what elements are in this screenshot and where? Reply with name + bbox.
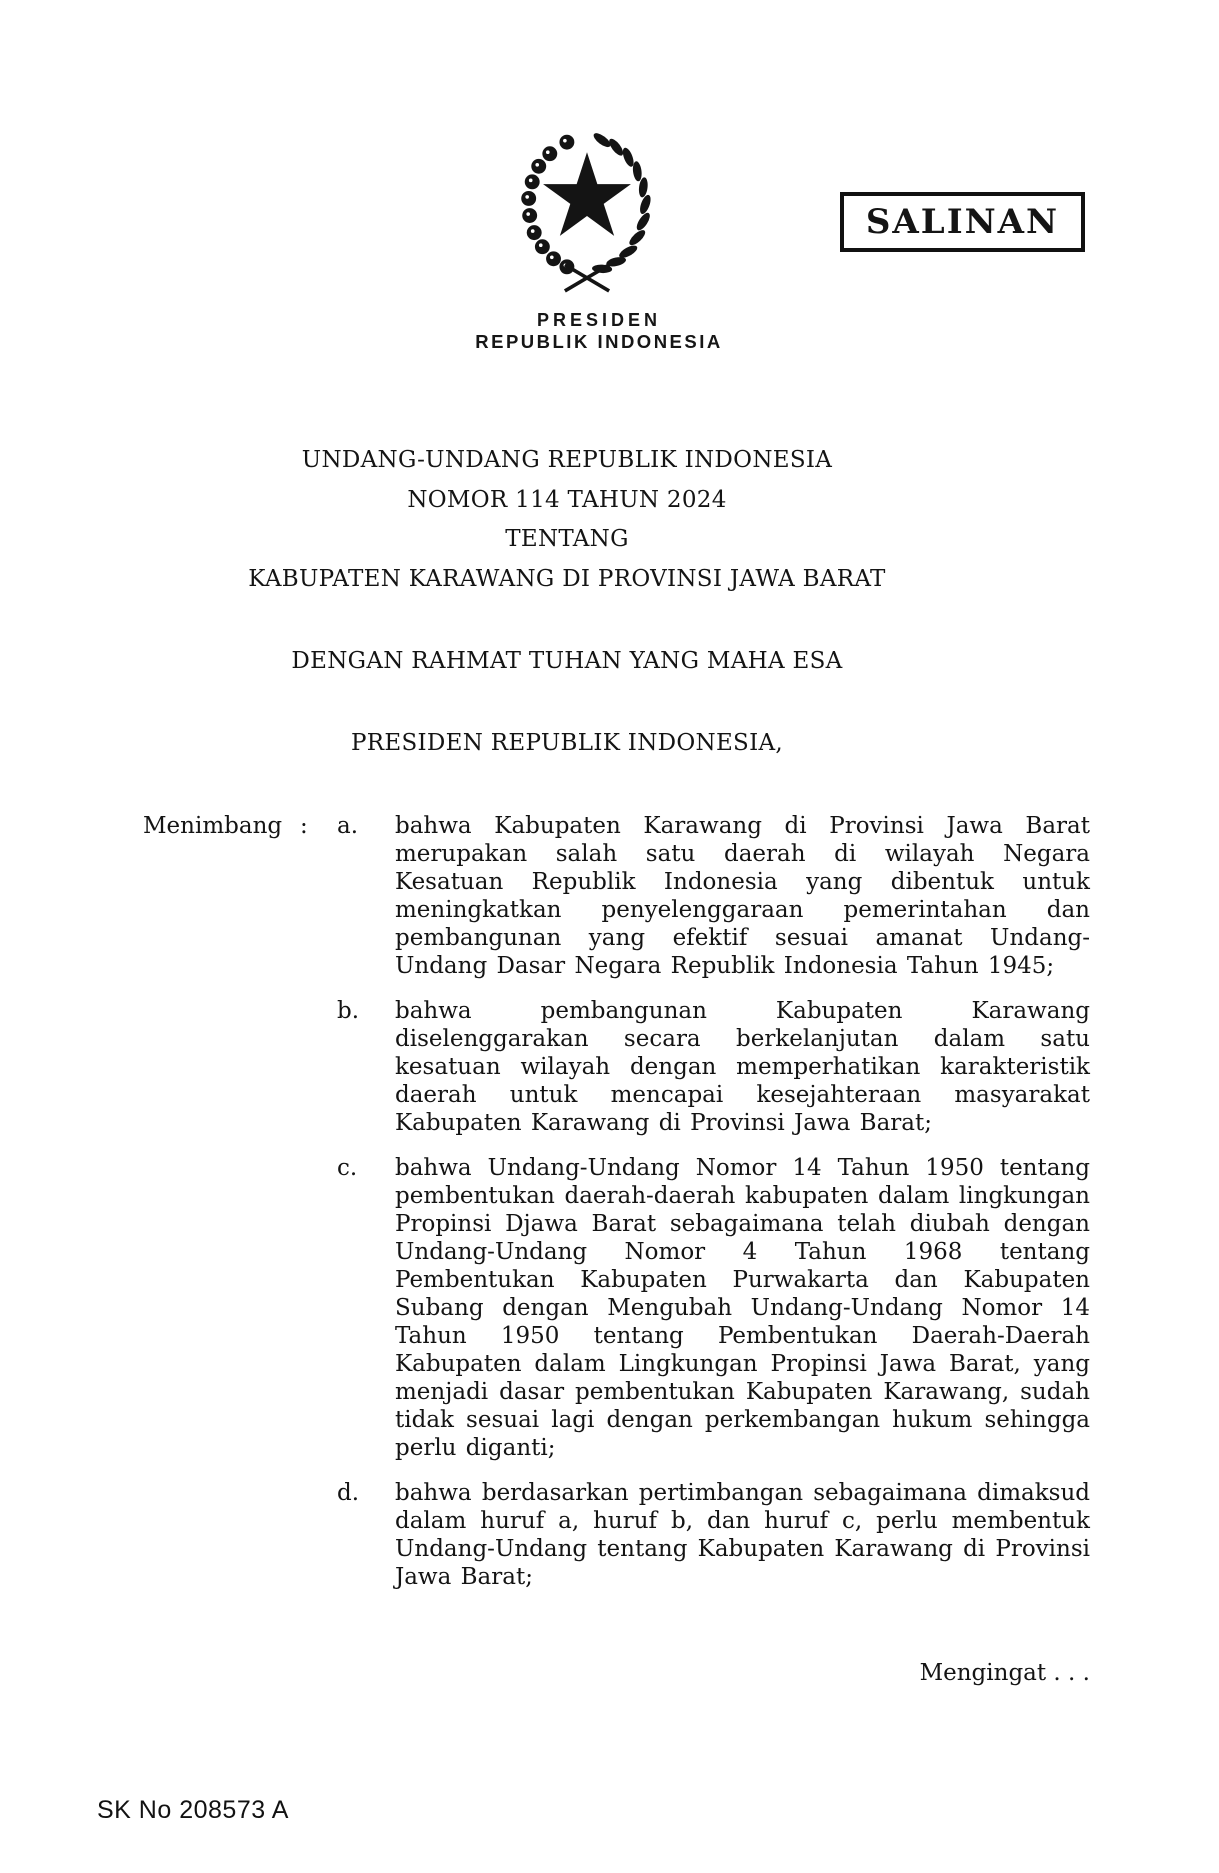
item-b-text: bahwa pembangunan Kabupaten Karawang diselenggarakan secara berkelanjutan dalam satu kesatuan wilayah dengan memperhatikan karakteristik daerah untuk mencapai kesejahteraan masyarakat Kabupaten Karawang di Provinsi Jawa Barat;	[395, 998, 1090, 1136]
considering-items	[337, 812, 1090, 1591]
salinan-stamp	[840, 192, 1085, 252]
title-line-subject: KABUPATEN KARAWANG DI PROVINSI JAWA BARAT	[248, 566, 886, 593]
item-c-text: bahwa Undang-Undang Nomor 14 Tahun 1950 tentang pembentukan daerah-daerah kabupaten dalam lingkungan Propinsi Djawa Barat sebagaimana telah diubah dengan Undang-Undang Nomor 4 Tahun 1968 tentang Pembentukan Kabupaten Purwakarta dan Kabupaten Subang dengan Mengubah Undang-Undang Nomor 14 Tahun 1950 tentang Pembentukan Daerah-Daerah Kabupaten dalam Lingkungan Propinsi Jawa Barat, yang menjadi dasar pembentukan Kabupaten Karawang, sudah tidak sesuai lagi dengan perkembangan hukum sehingga perlu diganti;	[395, 1155, 1090, 1461]
invocation-line: DENGAN RAHMAT TUHAN YANG MAHA ESA	[291, 648, 843, 674]
document-title-block	[167, 441, 967, 600]
title-line-law: UNDANG-UNDANG REPUBLIK INDONESIA	[301, 447, 833, 473]
continuation-catchword: Mengingat . . .	[919, 1660, 1090, 1686]
authority-line: PRESIDEN REPUBLIK INDONESIA,	[351, 730, 783, 756]
item-b-marker: b.	[337, 998, 360, 1024]
salinan-stamp-label: SALINAN	[865, 202, 1060, 242]
letterhead-republik-indonesia: REPUBLIK INDONESIA	[475, 331, 723, 352]
item-d-text: bahwa berdasarkan pertimbangan sebagaimana dimaksud dalam huruf a, huruf b, dan huruf c, perlu membentuk Undang-Undang tentang Kabupaten Karawang di Provinsi Jawa Barat;	[395, 1480, 1090, 1590]
considering-item-c	[337, 1154, 1090, 1462]
item-d-marker: d.	[337, 1480, 360, 1506]
item-a-marker: a.	[337, 813, 359, 839]
title-line-number: NOMOR 114 TAHUN 2024	[407, 486, 727, 513]
considering-section	[143, 812, 1090, 1591]
considering-item-a	[337, 812, 1090, 980]
item-a-text: bahwa Kabupaten Karawang di Provinsi Jawa Barat merupakan salah satu daerah di wilayah Negara Kesatuan Republik Indonesia yang dibentuk untuk meningkatkan penyelenggaraan pemerintahan dan pembangunan yang efektif sesuai amanat Undang-Undang Dasar Negara Republik Indonesia Tahun 1945;	[395, 813, 1090, 979]
considering-label: Menimbang	[143, 813, 283, 839]
considering-colon: :	[300, 813, 308, 839]
title-line-tentang: TENTANG	[505, 526, 629, 553]
presidential-seal-icon	[506, 116, 668, 302]
item-c-marker: c.	[337, 1155, 358, 1181]
letterhead-presiden: PRESIDEN	[536, 310, 662, 330]
considering-item-d	[337, 1479, 1090, 1591]
considering-item-b	[337, 997, 1090, 1137]
letterhead	[438, 310, 760, 352]
page-code: SK No 208573 A	[97, 1796, 289, 1824]
